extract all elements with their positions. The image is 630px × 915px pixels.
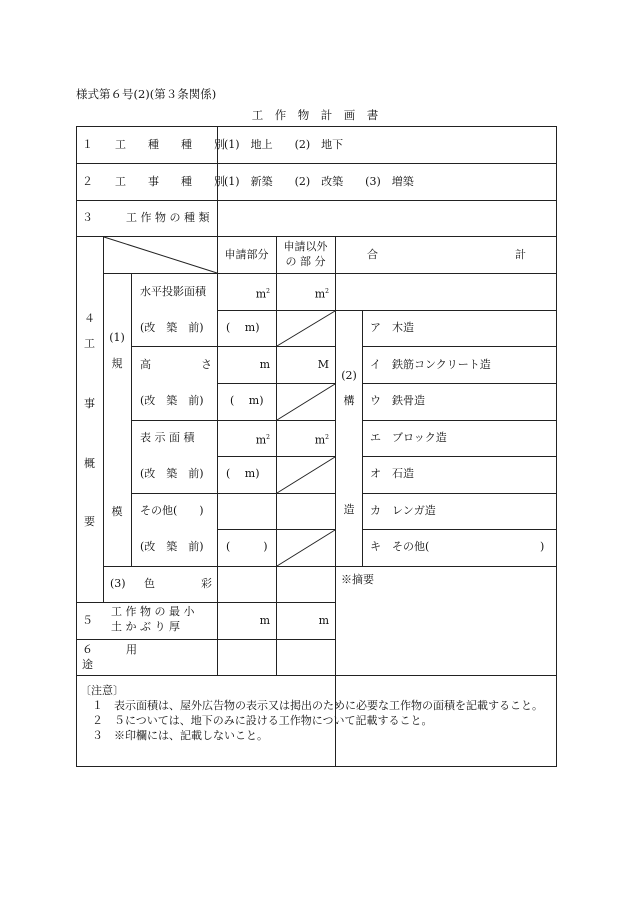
item-label-other: その他( ) xyxy=(140,504,204,517)
row5-label: 工 作 物 の 最 小 xyxy=(111,605,195,618)
unit-applied: m xyxy=(259,358,270,371)
remarks-label: ※摘要 xyxy=(341,573,374,586)
construction-type-options: (1) 新築 (2) 改築 (3) 増築 xyxy=(224,175,414,188)
structure-option-close: ) xyxy=(540,540,545,553)
unit-other: $m^2$ xyxy=(314,433,329,447)
structure-option: エ ブロック造 xyxy=(370,431,447,444)
summary-section-number: ４ xyxy=(84,312,95,325)
construction-type-label: ２ 工 事 種 別 xyxy=(82,175,225,188)
row5-label: 土 か ぶ り 厚 xyxy=(111,620,180,633)
color-label: 色 xyxy=(144,577,155,590)
summary-label-char: 事 xyxy=(84,397,95,410)
scale-label-char: 規 xyxy=(111,357,123,370)
structure-option: キ その他( xyxy=(370,540,430,553)
document-title: 工 作 物 計 画 書 xyxy=(251,108,379,122)
item-label-height: 高 xyxy=(140,358,151,371)
structure-option: オ 石造 xyxy=(370,467,414,480)
structure-label-char: 造 xyxy=(343,503,355,516)
col-header-other: 申請以外 xyxy=(283,240,328,253)
structure-option: カ レンガ造 xyxy=(370,504,436,517)
row6-label: ６ 用 xyxy=(82,643,137,656)
item-label-projected-area: 水平投影面積 xyxy=(140,285,206,298)
col-header-total: 計 xyxy=(515,248,526,261)
summary-label-char: 概 xyxy=(84,457,95,470)
col-header-applied: 申請部分 xyxy=(224,248,269,261)
col-header-total: 合 xyxy=(367,248,378,261)
row5-unit-applied: m xyxy=(259,614,270,627)
structure-label-char: 構 xyxy=(343,394,355,407)
item-prev-label: (改 築 前) xyxy=(140,321,204,334)
notes-heading: 〔注意〕 xyxy=(80,684,124,697)
row6-label: 途 xyxy=(82,658,93,671)
work-type-options: (1) 地上 (2) 地下 xyxy=(224,138,344,151)
item-label-height: さ xyxy=(201,358,212,371)
summary-label-char: 要 xyxy=(84,515,95,528)
note-item: １ 表示面積は、屋外広告物の表示又は掲出のために必要な工作物の面積を記載すること。 xyxy=(92,699,543,712)
color-number: (3) xyxy=(110,577,126,590)
structure-option: ア 木造 xyxy=(370,321,414,334)
notes-section xyxy=(80,683,558,743)
note-item: ２ ５については、地下のみに設ける工作物について記載すること。 xyxy=(92,714,433,727)
prev-value: ( m) xyxy=(226,467,260,480)
prev-value: ( m) xyxy=(230,394,264,407)
structure-kind-label: ３ 工 作 物 の 種 類 xyxy=(82,211,210,224)
work-type-label: １ 工 種 種 別 xyxy=(82,138,225,151)
structure-number: (2) xyxy=(341,369,357,382)
unit-other: $m^2$ xyxy=(314,287,329,301)
item-prev-label: (改 築 前) xyxy=(140,467,204,480)
scale-number: (1) xyxy=(109,331,125,344)
unit-other: M xyxy=(317,358,329,371)
item-prev-label: (改 築 前) xyxy=(140,394,204,407)
color-label: 彩 xyxy=(201,577,212,590)
item-prev-label: (改 築 前) xyxy=(140,540,204,553)
form-number: 様式第６号(2)(第３条関係) xyxy=(76,87,217,101)
note-item: ３ ※印欄には、記載しないこと。 xyxy=(92,729,268,742)
summary-label-char: 工 xyxy=(84,337,95,350)
row5-number: ５ xyxy=(82,614,93,627)
scale-label-char: 模 xyxy=(111,505,123,518)
row5-unit-other: m xyxy=(318,614,329,627)
structure-option: ウ 鉄骨造 xyxy=(370,394,425,407)
structure-option: イ 鉄筋コンクリート造 xyxy=(370,358,491,371)
unit-applied: $m^2$ xyxy=(255,433,270,447)
item-label-display-area: 表 示 面 積 xyxy=(140,431,195,444)
col-header-other: の 部 分 xyxy=(285,255,326,268)
unit-applied: $m^2$ xyxy=(255,287,270,301)
prev-value: ( m) xyxy=(226,321,260,334)
prev-value: ( ) xyxy=(226,540,268,553)
